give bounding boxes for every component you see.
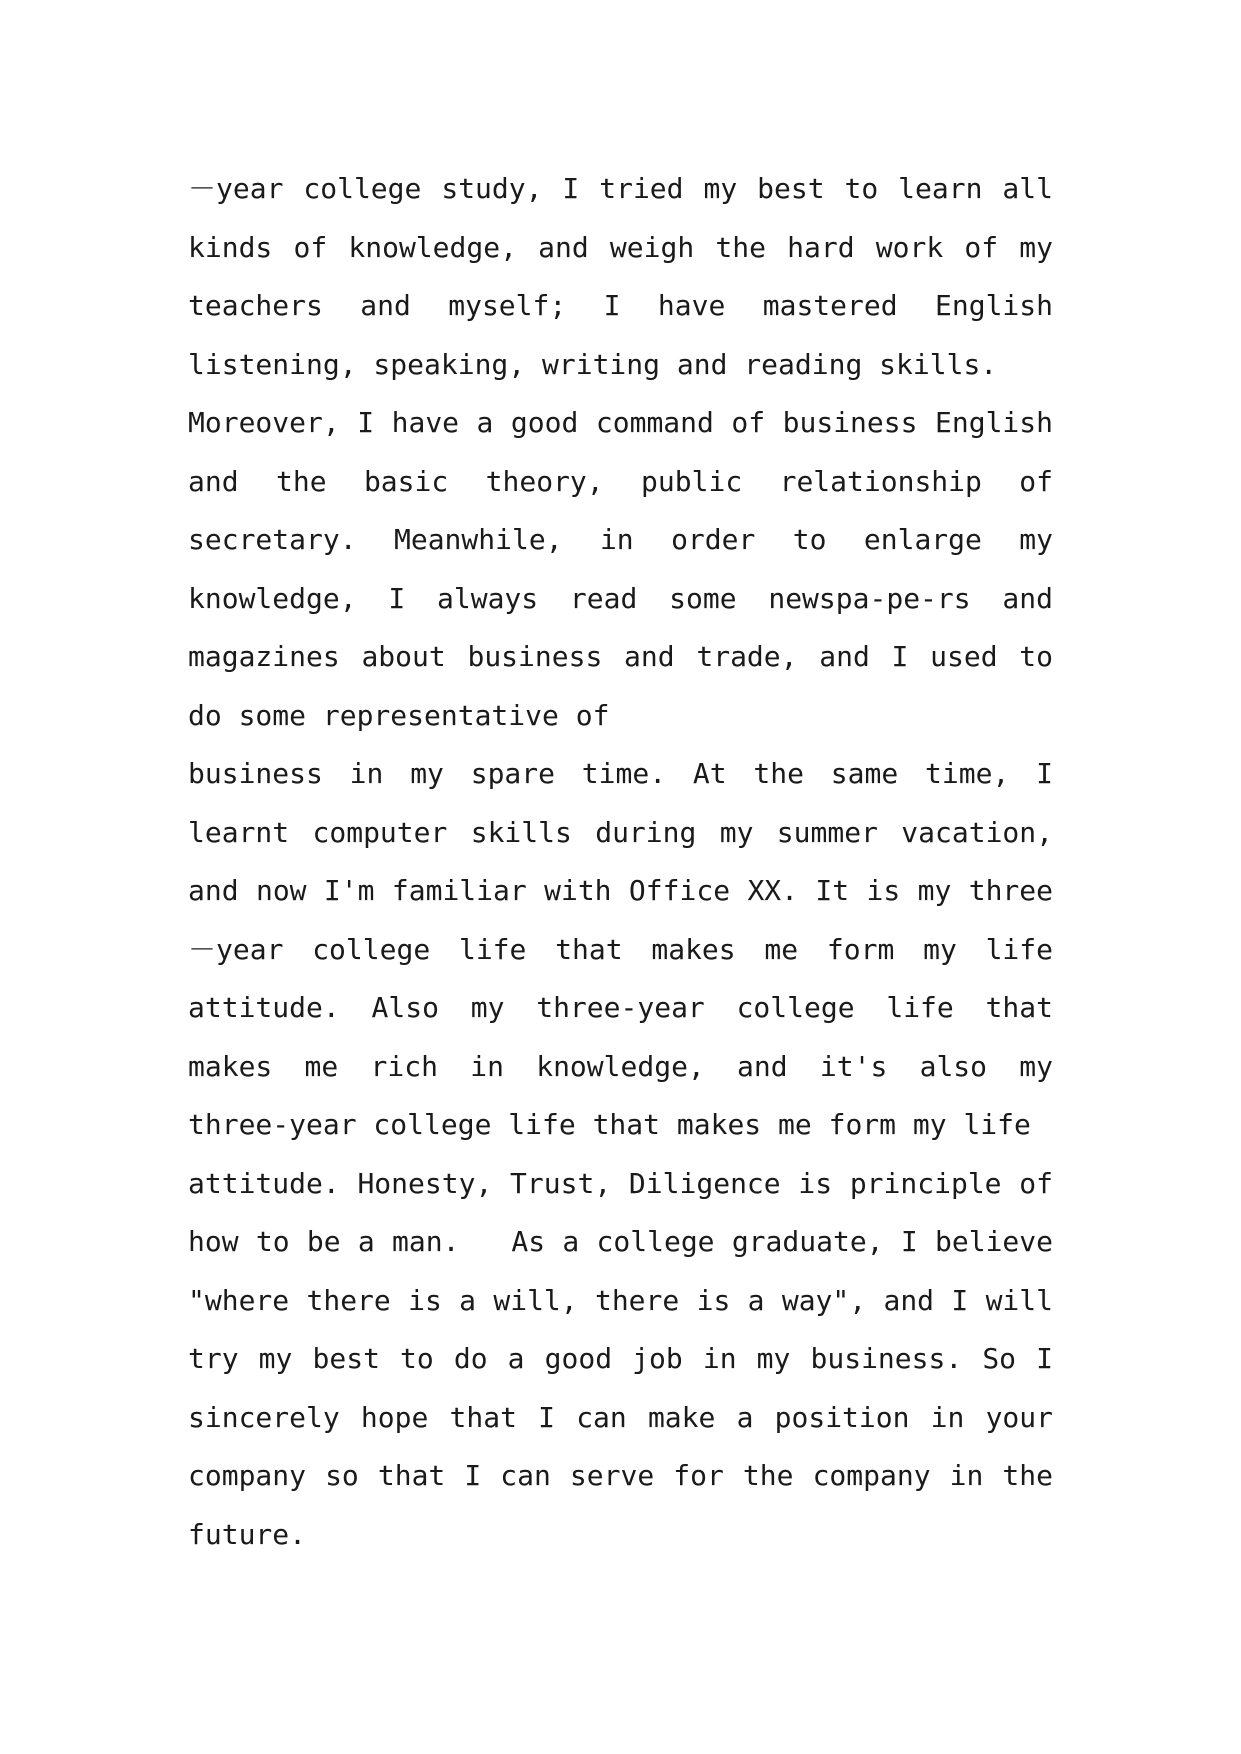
text-line: makes me rich in knowledge, and it's also my: [188, 1049, 1053, 1083]
text-line: kinds of knowledge, and weigh the hard work of my: [188, 230, 1053, 264]
text-line: do some representative of: [188, 698, 610, 732]
text-line: and now I'm familiar with Office XX. It is my three: [188, 874, 1053, 907]
text-line: magazines about business and trade, and I used to: [188, 640, 1053, 673]
text-line: secretary. Meanwhile, in order to enlarge my: [188, 523, 1053, 556]
text-line: three-year college life that makes me form my life: [188, 1108, 1031, 1141]
text-line: try my best to do a good job in my business. So I: [188, 1342, 1053, 1375]
text-line: attitude. Also my three-year college life that: [188, 991, 1053, 1024]
text-line: how to be a man. As a college graduate, I believe: [188, 1225, 1053, 1258]
text-line: knowledge, I always read some newspa-pe-rs and: [188, 581, 1053, 615]
text-line: sincerely hope that I can make a position in your: [188, 1400, 1053, 1434]
text-line: learnt computer skills during my summer vacation,: [188, 815, 1053, 849]
text-line: －year college study, I tried my best to learn all: [188, 172, 1053, 205]
text-line: and the basic theory, public relationship of: [188, 464, 1053, 498]
text-line: future.: [188, 1517, 307, 1551]
body-text: [188, 160, 1053, 1564]
text-line: －year college life that makes me form my life: [188, 932, 1053, 966]
text-line: "where there is a will, there is a way", and I will: [188, 1283, 1053, 1317]
text-line: attitude. Honesty, Trust, Diligence is principle of: [188, 1166, 1053, 1200]
text-line: business in my spare time. At the same time, I: [188, 757, 1053, 790]
text-line: company so that I can serve for the company in the: [188, 1459, 1053, 1492]
text-line: teachers and myself; I have mastered English: [188, 289, 1053, 322]
text-line: listening, speaking, writing and reading skills.: [188, 347, 998, 381]
text-line: Moreover, I have a good command of business English: [188, 406, 1053, 439]
